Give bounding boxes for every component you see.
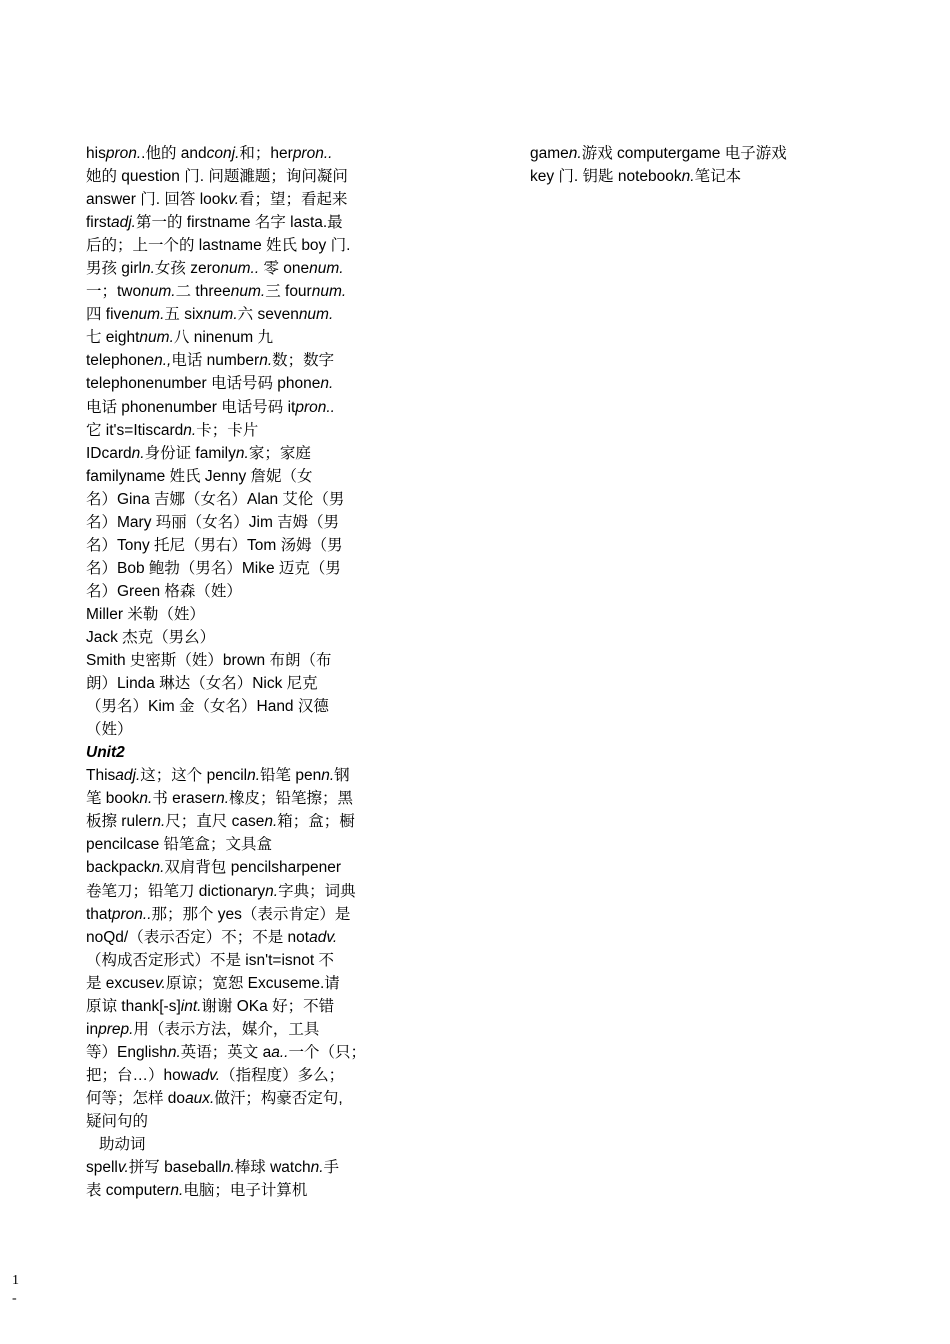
text-segment: 尺；直尺 case <box>165 813 265 831</box>
text-segment: 橡皮；铅笔擦；黑 <box>229 790 354 808</box>
section-heading: Unit2 <box>86 744 125 762</box>
text-segment: 是 excuse <box>86 974 155 992</box>
text-segment: Smith 史密斯（姓）brown 布朗（布 <box>86 652 332 670</box>
text-line <box>86 1064 378 1087</box>
text-line <box>86 810 378 833</box>
part-of-speech: aux. <box>185 1089 215 1107</box>
text-segment: IDcard <box>86 444 132 462</box>
part-of-speech: prep. <box>98 1020 134 1038</box>
part-of-speech: n. <box>247 767 261 785</box>
part-of-speech: n. <box>259 352 273 370</box>
text-line <box>86 856 378 879</box>
text-line <box>86 442 378 465</box>
text-segment: noQd/（表示否定）不；不是 not <box>86 928 310 946</box>
text-segment: key 门. 钥匙 notebook <box>530 168 682 186</box>
part-of-speech: v. <box>117 1159 129 1177</box>
text-line <box>86 672 378 695</box>
part-of-speech: num. <box>298 306 334 324</box>
part-of-speech: n. <box>151 859 165 877</box>
text-segment: 名）Tony 托尼（男右）Tom 汤姆（男 <box>86 536 343 554</box>
text-segment: telephone <box>86 352 155 370</box>
text-segment: game <box>530 145 569 162</box>
part-of-speech: n. <box>183 421 197 439</box>
text-segment: 游戏 computergame 电子游戏 <box>581 145 787 162</box>
text-segment: 用（表示方法，媒介，工具 <box>133 1020 320 1038</box>
text-line <box>86 787 378 810</box>
text-segment: 笔记本 <box>694 168 742 186</box>
part-of-speech: pron.. <box>295 398 335 416</box>
text-segment: 等）English <box>86 1043 168 1061</box>
text-segment: 看；望；看起来 <box>239 191 348 209</box>
text-segment: 做汗；构豪否定句, <box>214 1089 343 1107</box>
text-segment: 卷笔刀；铅笔刀 dictionary <box>86 882 266 900</box>
text-line <box>86 718 378 741</box>
part-of-speech: adv. <box>309 928 338 946</box>
text-segment: first <box>86 214 111 232</box>
text-segment: This <box>86 767 116 785</box>
part-of-speech: n. <box>152 813 166 831</box>
text-line <box>86 211 378 234</box>
text-segment: （男名）Kim 金（女名）Hand 汉德 <box>86 698 329 716</box>
text-segment: 谢谢 OKa 好；不错 <box>201 997 335 1015</box>
part-of-speech: conj. <box>206 145 240 162</box>
text-segment: telephonenumber 电话号码 phone <box>86 375 321 393</box>
text-segment: 字典；词典 <box>278 882 356 900</box>
text-line <box>86 349 378 372</box>
part-of-speech: pron. <box>105 145 142 162</box>
text-line <box>86 142 378 165</box>
text-segment: 原谅；宽恕 Excuseme.请 <box>165 974 340 992</box>
part-of-speech: num. <box>311 283 347 301</box>
text-line <box>86 995 378 1018</box>
text-line <box>86 303 378 326</box>
text-line <box>86 419 378 442</box>
text-line <box>86 188 378 211</box>
text-segment: pencilcase 铅笔盒；文具盒 <box>86 836 273 854</box>
text-segment: 这；这个 pencil <box>140 767 248 785</box>
part-of-speech: num. <box>139 329 174 347</box>
left-column <box>86 142 378 1202</box>
text-line <box>86 1179 378 1202</box>
text-segment: 四 five <box>86 306 130 324</box>
text-segment: Miller 米勒（姓） <box>86 605 205 623</box>
text-segment: 二 three <box>175 283 231 301</box>
text-segment: in <box>86 1020 99 1038</box>
text-line <box>86 949 378 972</box>
text-segment: 拼写 baseball <box>128 1159 222 1177</box>
part-of-speech: n. <box>265 882 279 900</box>
text-line <box>86 741 378 764</box>
text-line <box>86 626 378 649</box>
text-segment: 名）Bob 鲍勃（男名）Mike 迈克（男 <box>86 559 341 577</box>
part-of-speech: n. <box>264 813 278 831</box>
part-of-speech: v. <box>228 191 240 209</box>
text-line <box>86 695 378 718</box>
part-of-speech: v. <box>154 974 166 992</box>
text-segment: 一；two <box>86 283 142 301</box>
text-segment: 那；那个 yes（表示肯定）是 <box>151 905 351 923</box>
part-of-speech: adv. <box>191 1066 221 1084</box>
part-of-speech: n. <box>131 444 145 462</box>
text-segment: spell <box>86 1159 118 1177</box>
text-line <box>86 396 378 419</box>
part-of-speech: pron.. <box>292 145 333 162</box>
text-segment: 手 <box>323 1159 340 1177</box>
text-line <box>86 972 378 995</box>
text-segment: 助动词 <box>99 1136 146 1154</box>
text-segment: 把；台…）how <box>86 1066 192 1084</box>
text-segment: 家；家庭 <box>248 444 311 462</box>
text-line <box>86 1156 378 1179</box>
text-line <box>86 534 378 557</box>
part-of-speech: num.. <box>220 260 260 278</box>
part-of-speech: n. <box>568 145 582 162</box>
text-segment: 八 ninenum 九 <box>173 329 273 347</box>
text-segment: 和；her <box>239 145 293 162</box>
text-line <box>86 1133 378 1156</box>
text-line <box>86 1018 378 1041</box>
page-number: 1 <box>12 1273 19 1288</box>
part-of-speech: num. <box>203 306 238 324</box>
text-segment: 铅笔 pen <box>260 767 322 785</box>
text-segment: 女孩 zero <box>154 260 221 278</box>
text-segment: 板擦 ruler <box>86 813 153 831</box>
part-of-speech: n. <box>170 1182 184 1200</box>
text-segment: backpack <box>86 859 152 877</box>
part-of-speech: adj. <box>110 214 136 232</box>
text-segment: 男孩 girl <box>86 260 142 278</box>
part-of-speech: adj. <box>115 767 141 785</box>
text-segment: 原谅 thank[-s] <box>86 997 181 1015</box>
text-line <box>86 1110 378 1133</box>
part-of-speech: n. <box>321 767 335 785</box>
text-segment: 名）Gina 吉娜（女名）Alan 艾伦（男 <box>86 490 345 508</box>
text-segment: 电话 phonenumber 电话号码 it <box>86 398 296 416</box>
part-of-speech: n. <box>141 260 155 278</box>
text-line <box>530 165 830 188</box>
text-segment: （指程度）多么； <box>220 1066 345 1084</box>
part-of-speech: num. <box>230 283 266 301</box>
text-line <box>86 280 378 303</box>
text-segment: 身份证 family <box>144 444 236 462</box>
text-segment: his <box>86 145 106 162</box>
right-column <box>530 142 830 188</box>
text-line <box>530 142 830 165</box>
text-segment: 名）Green 格森（姓） <box>86 582 242 600</box>
text-line <box>86 557 378 580</box>
page-number-dash: - <box>12 1291 17 1306</box>
part-of-speech: n. <box>167 1043 181 1061</box>
text-segment: Jack 杰克（男幺） <box>86 628 216 646</box>
text-line <box>86 165 378 188</box>
text-segment: 双肩背包 pencilsharpener <box>164 859 342 877</box>
text-line <box>86 833 378 856</box>
text-segment: （构成否定形式）不是 isn't=isnot 不 <box>86 951 334 969</box>
text-line <box>86 649 378 672</box>
text-line <box>86 926 378 949</box>
part-of-speech: a.. <box>271 1043 289 1061</box>
text-segment: 电脑；电子计算机 <box>183 1182 308 1200</box>
text-segment: 英语；英文 a <box>180 1043 272 1061</box>
page-footer <box>12 1272 19 1308</box>
text-segment: 卡；卡片 <box>196 421 259 439</box>
part-of-speech: n. <box>681 168 695 186</box>
part-of-speech: n. <box>139 790 153 808</box>
text-segment: 六 seven <box>237 306 299 324</box>
text-line <box>86 257 378 280</box>
text-segment: 箱；盒；橱 <box>277 813 355 831</box>
part-of-speech: n. <box>310 1159 324 1177</box>
text-segment: 钢 <box>334 767 350 785</box>
part-of-speech: n. <box>235 444 249 462</box>
text-line <box>86 511 378 534</box>
text-segment: 零 one <box>259 260 310 278</box>
part-of-speech: n. <box>320 375 334 393</box>
part-of-speech: n. <box>221 1159 235 1177</box>
text-line <box>86 903 378 926</box>
text-line <box>86 1041 378 1064</box>
text-segment: 名）Mary 玛丽（女名）Jim 吉姆（男 <box>86 513 340 531</box>
part-of-speech: num. <box>129 306 165 324</box>
text-segment: 笔 book <box>86 790 140 808</box>
text-segment: 一个（只； <box>288 1043 366 1061</box>
text-segment: 它 it's=Itiscard <box>86 421 184 439</box>
text-segment: 书 eraser <box>152 790 217 808</box>
text-segment: 朗）Linda 琳达（女名）Nick 尼克 <box>86 675 318 693</box>
text-segment: answer 门. 回答 look <box>86 191 229 209</box>
text-segment: 五 six <box>164 306 204 324</box>
text-segment: 表 computer <box>86 1182 171 1200</box>
text-segment: 棒球 watch <box>234 1159 311 1177</box>
text-line <box>86 603 378 626</box>
text-line <box>86 488 378 511</box>
text-line <box>86 764 378 787</box>
text-segment: 她的 question 门. 问题濉题；询问凝问 <box>86 168 348 186</box>
text-line <box>86 234 378 257</box>
text-segment: familyname 姓氏 Jenny 詹妮（女 <box>86 467 313 485</box>
text-segment: that <box>86 905 112 923</box>
part-of-speech: num. <box>309 260 344 278</box>
text-segment: 七 eight <box>86 329 140 347</box>
part-of-speech: num. <box>141 283 176 301</box>
text-segment: 第一的 firstname 名字 lasta.最 <box>135 214 343 232</box>
text-line <box>86 326 378 349</box>
text-segment: 何等；怎样 do <box>86 1089 186 1107</box>
part-of-speech: pron.. <box>111 905 152 923</box>
text-line <box>86 880 378 903</box>
part-of-speech: int. <box>180 997 202 1015</box>
text-segment: 三 four <box>265 283 312 301</box>
text-segment: 数；数字 <box>272 352 335 370</box>
text-segment: 后的；上一个的 lastname 姓氏 boy 门. <box>86 237 351 255</box>
text-line <box>86 580 378 603</box>
text-line <box>86 372 378 395</box>
text-line <box>86 465 378 488</box>
text-segment: （姓） <box>86 721 133 739</box>
text-line <box>86 1087 378 1110</box>
part-of-speech: n., <box>154 352 172 370</box>
part-of-speech: n. <box>216 790 230 808</box>
text-segment: 疑问句的 <box>86 1112 149 1130</box>
text-segment: 电话 number <box>171 352 260 370</box>
text-segment: .他的 and <box>141 145 207 162</box>
